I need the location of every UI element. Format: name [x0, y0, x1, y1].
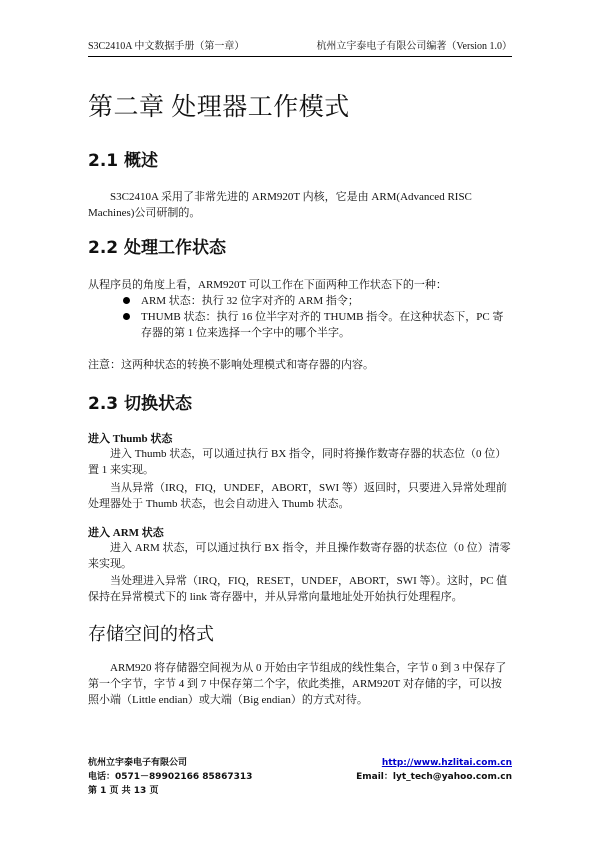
footer-email: Email：lyt_tech@yahoo.com.cn	[356, 772, 512, 782]
header-rule	[88, 56, 512, 57]
footer-page-number: 第 1 页 共 13 页	[88, 786, 159, 796]
section-2-2-title: 2.2 处理工作状态	[88, 238, 227, 258]
header-right-text: 杭州立宇泰电子有限公司编著（Version 1.0）	[316, 41, 512, 52]
arm-paragraph-2: 当处理进入异常（IRQ，FIQ，RESET，UNDEF，ABORT，SWI 等）。这时，PC 值保持在异常模式下的 link 寄存器中，并从异常向量地址处开始执行处理程序。	[88, 575, 508, 603]
website-link[interactable]: http://www.hzlitai.com.cn	[381, 758, 512, 768]
page-footer	[88, 756, 512, 798]
section-2-3-title: 2.3 切换状态	[88, 394, 193, 414]
thumb-heading: 进入 Thumb 状态	[88, 433, 173, 445]
state-list	[88, 293, 512, 341]
list-item	[88, 309, 512, 341]
section-2-1-title: 2.1 概述	[88, 151, 159, 171]
page-header	[88, 41, 512, 53]
list-item-text: ARM 状态：执行 32 位字对齐的 ARM 指令；	[141, 295, 359, 307]
section-2-2-intro: 从程序员的角度上看，ARM920T 可以工作在下面两种工作状态下的一种：	[88, 279, 447, 291]
section-2-1-text: S3C2410A 采用了非常先进的 ARM920T 内核，它是由 ARM(Advanced RISC Machines)公司研制的。	[88, 191, 472, 219]
bullet-icon	[123, 297, 130, 304]
arm-heading: 进入 ARM 状态	[88, 527, 164, 539]
thumb-paragraph-1: 进入 Thumb 状态，可以通过执行 BX 指令，同时将操作数寄存器的状态位（0 位）置 1 来实现。	[88, 448, 507, 476]
memory-format-title: 存储空间的格式	[88, 624, 214, 645]
header-left-text: S3C2410A 中文数据手册（第一章）	[88, 41, 245, 52]
memory-format-text: ARM920 将存储器空间视为从 0 开始由字节组成的线性集合，字节 0 到 3 中保存了第一个字节，字节 4 到 7 中保存第二个字，依此类推，ARM920T 对存储的字，可以按照小端（Little endian）或大端（Big endian）的方式对待。	[88, 662, 507, 706]
footer-company: 杭州立宇泰电子有限公司	[88, 758, 188, 768]
chapter-title: 第二章 处理器工作模式	[88, 94, 350, 121]
bullet-icon	[123, 313, 130, 320]
footer-phone: 电话：0571－89902166 85867313	[88, 772, 253, 782]
list-item-text: THUMB 状态：执行 16 位半字对齐的 THUMB 指令。在这种状态下，PC 寄存器的第 1 位来选择一个字中的哪个半字。	[141, 311, 504, 339]
arm-paragraph-1: 进入 ARM 状态，可以通过执行 BX 指令，并且操作数寄存器的状态位（0 位）清零来实现。	[88, 542, 511, 570]
section-2-2-note: 注意：这两种状态的转换不影响处理模式和寄存器的内容。	[88, 359, 374, 371]
list-item	[88, 293, 512, 309]
thumb-paragraph-2: 当从异常（IRQ，FIQ，UNDEF，ABORT，SWI 等）返回时，只要进入异常处理前处理器处于 Thumb 状态，也会自动进入 Thumb 状态。	[88, 482, 507, 510]
